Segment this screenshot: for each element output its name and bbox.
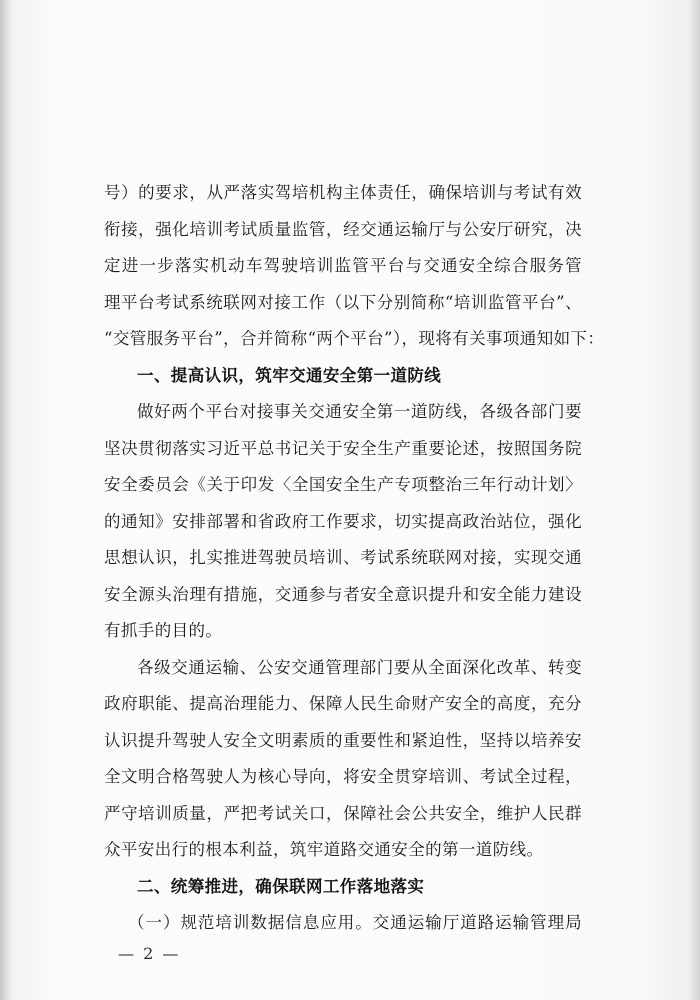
text-line: 安全源头治理有措施，交通参与者安全意识提升和安全能力建设	[104, 584, 582, 604]
page-number: — 2 —	[118, 944, 181, 963]
text-line: 做好两个平台对接事关交通安全第一道防线，各级各部门要	[137, 402, 582, 421]
text-line: （一）规范培训数据信息应用。交通运输厅道路运输管理局	[128, 913, 582, 932]
text-line: 众平安出行的根本利益，筑牢道路交通安全的第一道防线。	[104, 840, 544, 859]
text-line: 理平台考试系统联网对接工作（以下分别简称“培训监管平台”、	[104, 292, 582, 312]
document-body	[104, 175, 605, 942]
text-line: 定进一步落实机动车驾驶培训监管平台与交通安全综合服务管	[104, 256, 582, 275]
text-line: 衔接，强化培训考试质量监管，经交通运输厅与公安厅研究，决	[104, 219, 582, 239]
section-heading: 二、统筹推进，确保联网工作落地落实	[137, 876, 425, 896]
text-line: “交管服务平台”，合并简称“两个平台”），现将有关事项通知如下：	[104, 329, 605, 348]
section-heading: 一、提高认识，筑牢交通安全第一道防线	[137, 365, 442, 385]
text-line: 全文明合格驾驶人为核心导向，将安全贯穿培训、考试全过程，	[104, 767, 582, 786]
text-line: 严守培训质量，严把考试关口，保障社会公共安全，维护人民群	[104, 803, 582, 823]
text-line: 思想认识，扎实推进驾驶员培训、考试系统联网对接，实现交通	[104, 548, 582, 567]
text-line: 各级交通运输、公安交通管理部门要从全面深化改革、转变	[137, 657, 582, 677]
text-line: 坚决贯彻落实习近平总书记关于安全生产重要论述，按照国务院	[104, 438, 582, 458]
text-line: 安全委员会《关于印发〈全国安全生产专项整治三年行动计划〉	[104, 475, 582, 494]
page-right-shadow	[690, 0, 700, 1000]
text-line: 有抓手的目的。	[104, 621, 223, 640]
text-line: 认识提升驾驶人安全文明素质的重要性和紧迫性，坚持以培养安	[104, 730, 582, 750]
text-line: 的通知》安排部署和省政府工作要求，切实提高政治站位，强化	[104, 511, 582, 531]
page-left-shadow	[0, 0, 12, 1000]
text-line: 号）的要求，从严落实驾培机构主体责任，确保培训与考试有效	[104, 183, 582, 202]
text-line: 政府职能、提高治理能力、保障人民生命财产安全的高度，充分	[104, 694, 582, 713]
